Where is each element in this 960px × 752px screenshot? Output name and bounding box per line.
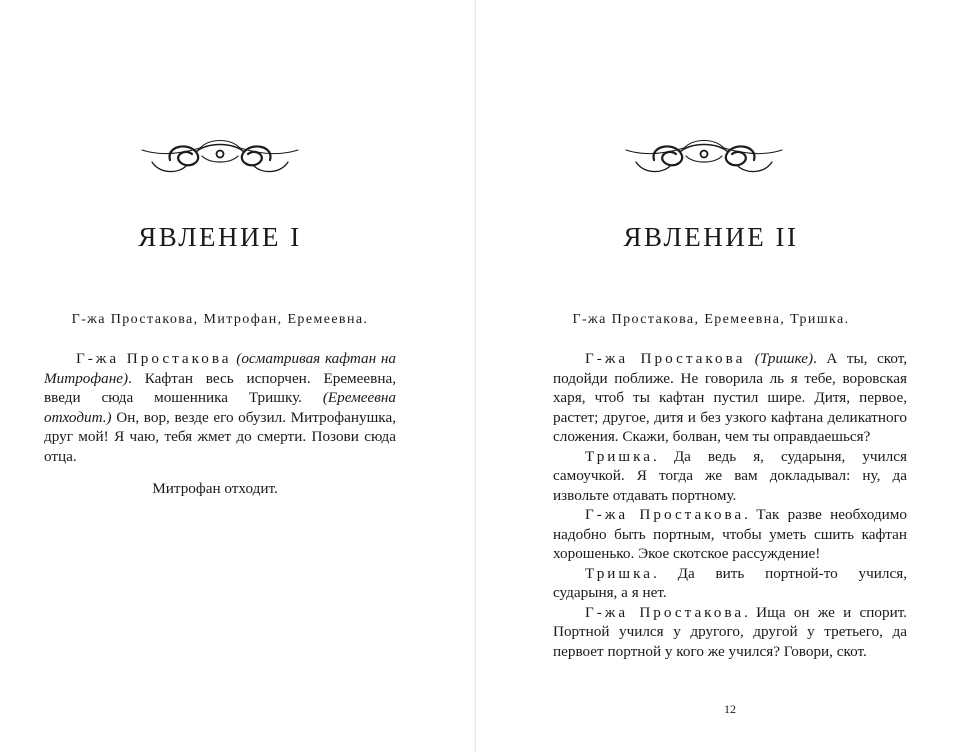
dialogue-text: . Так разве необходимо надобно быть портным, чтобы уметь сшить кафтан хорошенько. Экое скотское рассуждение! xyxy=(553,506,907,562)
cast-list: Г-жа Простакова, Митрофан, Еремеевна. xyxy=(71,312,369,327)
scene-heading: ЯВЛЕНИЕ I xyxy=(138,222,302,252)
stage-note: Митрофан отходит. xyxy=(152,480,278,497)
speaker-name: Г-жа Простакова xyxy=(585,350,746,367)
dialogue-paragraph xyxy=(553,603,907,662)
dialogue-text: . Да ведь я, сударыня, учился самоучкой. Я тогда же вам докладывал: ну, да извольте отдавать портному. xyxy=(553,447,907,504)
page-number: 12 xyxy=(724,702,736,716)
scene-heading: ЯВЛЕНИЕ II xyxy=(623,222,799,252)
dialogue-paragraph xyxy=(553,505,907,564)
right-page xyxy=(476,0,960,752)
dialogue-text: . Ища он же и спорит. Портной учился у другого, другой у третьего, да первоет портной у кого же учился? Говори, скот. xyxy=(553,603,907,660)
stage-direction: (Еремеевна отходит.) xyxy=(44,389,396,426)
scene-text xyxy=(553,349,907,661)
dialogue-text: . Да вить портной-то учился, сударыня, а я нет. xyxy=(553,564,907,601)
dialogue-paragraph xyxy=(553,349,907,447)
flourish-ornament-icon xyxy=(140,134,300,178)
left-page xyxy=(0,0,476,752)
speaker-name: Г-жа Простакова xyxy=(76,350,232,367)
scene-text xyxy=(44,349,396,499)
speaker-name: Тришка xyxy=(585,447,654,465)
flourish-ornament-icon xyxy=(624,134,784,178)
dialogue-text: . А ты, скот, подойди поближе. Не говорила ль я тебе, воровская харя, чтоб ты кафтан пустил шире. Дитя, первое, растет; другое, дитя и без узкого кафтана деликатного сложения. Скажи, болван, чем ты оправдаешься? xyxy=(553,350,907,445)
dialogue-text: . Кафтан весь испорчен. Еремеевна, введи сюда мошенника Тришку. xyxy=(44,369,396,406)
dialogue-text: Он, вор, везде его обузил. Митрофанушка, друг мой! Я чаю, тебя жмет до смерти. Позови сюда отца. xyxy=(44,408,396,465)
speaker-name: Г-жа Простакова xyxy=(585,603,745,621)
dialogue-paragraph xyxy=(553,447,907,506)
dialogue-paragraph xyxy=(44,349,396,466)
dialogue-paragraph xyxy=(553,564,907,603)
stage-direction: (Тришке) xyxy=(745,350,814,367)
cast-list: Г-жа Простакова, Еремеевна, Тришка. xyxy=(572,312,850,327)
stage-direction: (осматривая кафтан на Митрофане) xyxy=(44,350,396,387)
speaker-name: Г-жа Простакова xyxy=(585,506,745,523)
speaker-name: Тришка xyxy=(585,564,654,582)
